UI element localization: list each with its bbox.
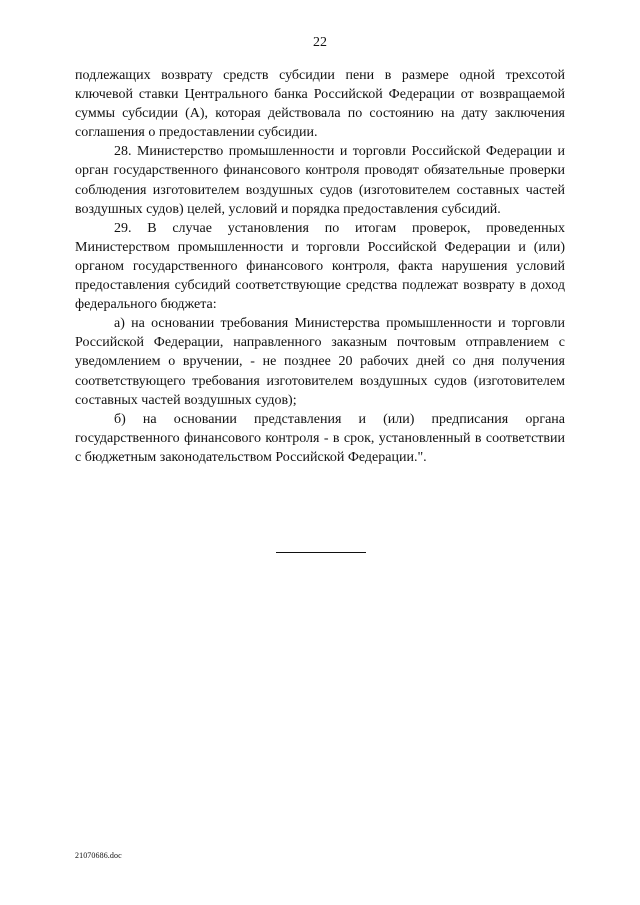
document-body <box>75 66 565 467</box>
paragraph-28: 28. Министерство промышленности и торговли Российской Федерации и орган государственного финансового контроля проводят обязательные проверки соблюдения изготовителем воздушных судов (изготовителем составных частей воздушных судов) целей, условий и порядка предоставления субсидий. <box>75 144 565 217</box>
paragraph-29-item-b: б) на основании представления и (или) предписания органа государственного финансового контроля - в срок, установленный в соответствии с бюджетным законодательством Российской Федерации.". <box>75 411 565 465</box>
page-number: 22 <box>313 35 327 50</box>
document-file-code: 21070686.doc <box>75 851 122 860</box>
paragraph-29: 29. В случае установления по итогам проверок, проведенных Министерством промышленности и торговли Российской Федерации и (или) органом государственного финансового контроля, факта нарушения условий предоставления субсидий соответствующие средства подлежат возврату в доход федерального бюджета: <box>75 220 565 313</box>
paragraph-continuation: подлежащих возврату средств субсидии пени в размере одной трехсотой ключевой ставки Центрального банка Российской Федерации от возвращаемой суммы субсидии (А), которая действовала по состоянию на дату заключения соглашения о предоставлении субсидии. <box>75 68 565 141</box>
paragraph-29-item-a: а) на основании требования Министерства промышленности и торговли Российской Федерации, направленного заказным почтовым отправлением с уведомлением о вручении, - не позднее 20 рабочих дней со дня получения соответствующего требования изготовителем воздушных судов (изготовителем составных частей воздушных судов); <box>75 316 565 408</box>
end-of-document-rule <box>276 552 366 553</box>
